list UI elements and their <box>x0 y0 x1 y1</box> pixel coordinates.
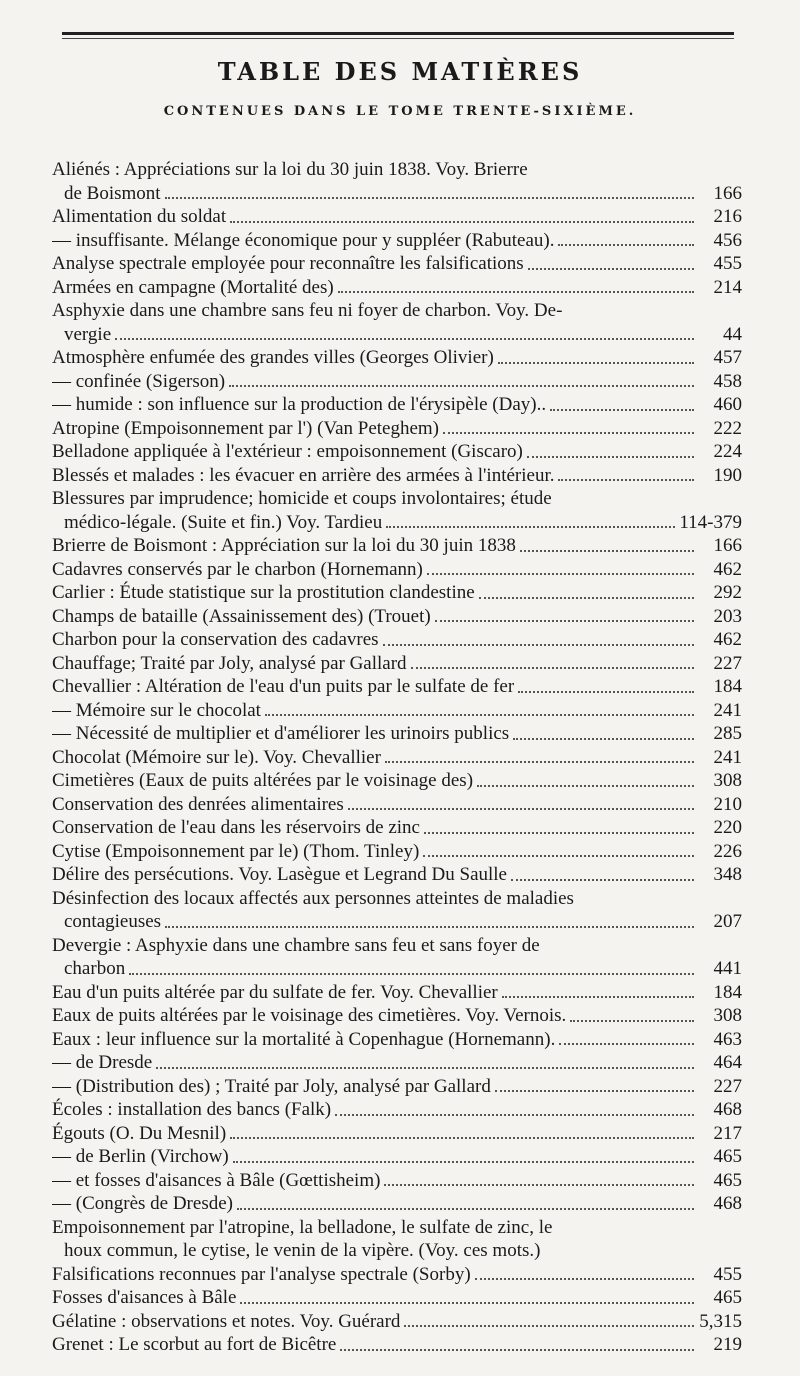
index-line <box>52 1310 742 1334</box>
leader-dots <box>498 362 694 364</box>
page-number: 465 <box>713 1169 742 1191</box>
leader-dots <box>265 714 694 716</box>
index-line <box>52 393 742 417</box>
entry-text: — confinée (Sigerson) <box>52 370 226 392</box>
page-number: 348 <box>713 864 742 885</box>
page-number: 44 <box>723 323 742 345</box>
index-line <box>52 628 742 652</box>
leader-dots <box>240 1302 694 1304</box>
entry-text: Blessés et malades : les évacuer en arrière des armées à l'intérieur. <box>52 464 555 486</box>
index-line <box>52 1051 742 1075</box>
page-number: 114-379 <box>679 511 742 533</box>
entry-text: Gélatine : observations et notes. Voy. Guérard <box>52 1310 401 1332</box>
leader-dots <box>229 385 694 387</box>
leader-dots <box>502 996 694 998</box>
leader-dots <box>558 244 694 246</box>
page-number: 220 <box>713 817 742 838</box>
index-line <box>52 158 742 182</box>
index-line <box>52 1263 742 1287</box>
entry-text: — de Dresde <box>52 1052 153 1073</box>
page-number: 216 <box>713 206 742 227</box>
leader-dots <box>570 1020 694 1022</box>
page-number: 464 <box>713 1052 742 1073</box>
index-line <box>52 205 742 229</box>
index-line <box>52 652 742 676</box>
entry-text: Atropine (Empoisonnement par l') (Van Peteghem) <box>52 417 440 439</box>
entry-text: Atmosphère enfumée des grandes villes (Georges Olivier) <box>52 347 494 368</box>
leader-dots <box>423 855 694 857</box>
page-number: 217 <box>713 1122 742 1144</box>
leader-dots <box>233 1161 694 1163</box>
index-line <box>52 910 742 934</box>
page-number: 458 <box>713 370 742 392</box>
index-line <box>52 276 742 300</box>
leader-dots <box>479 597 694 599</box>
page-number: 219 <box>713 1334 742 1355</box>
entry-text: Conservation des denrées alimentaires <box>52 793 344 815</box>
leader-dots <box>443 432 694 434</box>
leader-dots <box>404 1325 694 1327</box>
top-rule-thin <box>62 38 734 39</box>
index-line <box>52 440 742 464</box>
entry-text: Cytise (Empoisonnement par le) (Thom. Tinley) <box>52 840 420 862</box>
entry-text: Chocolat (Mémoire sur le). Voy. Chevallier <box>52 746 381 768</box>
page-number: 463 <box>713 1028 742 1050</box>
entry-text: Brierre de Boismont : Appréciation sur la loi du 30 juin 1838 <box>52 535 516 556</box>
entry-text: houx commun, le cytise, le venin de la vipère. (Voy. ces mots.) <box>64 1240 541 1261</box>
leader-dots <box>475 1278 694 1280</box>
index-line <box>52 1239 742 1263</box>
entry-text: Aliénés : Appréciations sur la loi du 30 juin 1838. Voy. Brierre <box>52 159 528 180</box>
entry-text: Carlier : Étude statistique sur la prostitution clandestine <box>52 582 475 603</box>
page-number: 308 <box>713 1005 742 1026</box>
entry-text: — et fosses d'aisances à Bâle (Gœttisheim) <box>52 1169 381 1191</box>
page-number: 465 <box>713 1287 742 1308</box>
page-number: 462 <box>713 629 742 650</box>
page-number: 214 <box>713 276 742 298</box>
leader-dots <box>427 573 694 575</box>
entry-text: Charbon pour la conservation des cadavres <box>52 629 379 650</box>
page-number: 227 <box>713 1075 742 1097</box>
leader-dots <box>411 667 694 669</box>
entry-text: Eau d'un puits altérée par du sulfate de fer. Voy. Chevallier <box>52 981 498 1003</box>
page-number: 184 <box>713 981 742 1003</box>
index-line <box>52 581 742 605</box>
entry-text: Cadavres conservés par le charbon (Hornemann) <box>52 558 423 580</box>
entry-text: Conservation de l'eau dans les réservoirs de zinc <box>52 817 420 838</box>
entry-text: charbon <box>64 958 126 979</box>
leader-dots <box>435 620 694 622</box>
page-number: 190 <box>713 464 742 486</box>
entry-text: Analyse spectrale employée pour reconnaître les falsifications <box>52 253 524 274</box>
index-line <box>52 605 742 629</box>
entry-text: Écoles : installation des bancs (Falk) <box>52 1099 332 1120</box>
index-line <box>52 746 742 770</box>
index-line <box>52 558 742 582</box>
leader-dots <box>520 550 694 552</box>
index-line <box>52 229 742 253</box>
index-line <box>52 1192 742 1216</box>
page-number: 456 <box>713 229 742 251</box>
page-number: 224 <box>713 441 742 462</box>
page-title: TABLE DES MATIÈRES <box>217 57 583 86</box>
leader-dots <box>129 973 694 975</box>
page-number: 166 <box>713 182 742 204</box>
index-line <box>52 863 742 887</box>
leader-dots <box>384 1184 694 1186</box>
page-number: 241 <box>713 746 742 768</box>
index-line <box>52 323 742 347</box>
page-number: 441 <box>713 958 742 979</box>
page-number: 457 <box>713 347 742 368</box>
entry-text: contagieuses <box>64 911 162 932</box>
leader-dots <box>528 268 694 270</box>
index-line <box>52 252 742 276</box>
index-line <box>52 934 742 958</box>
page-number: 166 <box>713 535 742 556</box>
page-number: 460 <box>713 394 742 415</box>
leader-dots <box>230 221 694 223</box>
entry-text: Chauffage; Traité par Joly, analysé par Gallard <box>52 652 407 674</box>
index-line <box>52 1028 742 1052</box>
index-line <box>52 182 742 206</box>
index-line <box>52 299 742 323</box>
index-line <box>52 1122 742 1146</box>
index-line <box>52 699 742 723</box>
entry-text: Belladone appliquée à l'extérieur : empoisonnement (Giscaro) <box>52 441 523 462</box>
entry-text: Fosses d'aisances à Bâle <box>52 1287 237 1308</box>
page-number: 184 <box>713 676 742 697</box>
leader-dots <box>115 338 694 340</box>
index-line <box>52 1145 742 1169</box>
page-number: 5,315 <box>699 1310 742 1332</box>
index-line <box>52 957 742 981</box>
leader-dots <box>386 526 675 528</box>
index-line <box>52 1216 742 1240</box>
entry-text: Cimetières (Eaux de puits altérées par le voisinage des) <box>52 770 474 791</box>
leader-dots <box>495 1090 694 1092</box>
page-number: 285 <box>713 723 742 744</box>
page-number: 455 <box>713 1263 742 1285</box>
entry-text: médico-légale. (Suite et fin.) Voy. Tardieu <box>64 511 383 533</box>
leader-dots <box>385 761 694 763</box>
index-line <box>52 1075 742 1099</box>
index-line <box>52 464 742 488</box>
index-line <box>52 793 742 817</box>
leader-dots <box>477 785 694 787</box>
page-number: 207 <box>713 911 742 932</box>
index-line <box>52 769 742 793</box>
index-line <box>52 1333 742 1357</box>
index-line <box>52 722 742 746</box>
entry-text: — humide : son influence sur la production de l'érysipèle (Day).. <box>52 394 547 415</box>
entry-text: — insuffisante. Mélange économique pour y suppléer (Rabuteau). <box>52 229 555 251</box>
index-line <box>52 675 742 699</box>
page-number: 210 <box>713 793 742 815</box>
page-number: 292 <box>713 582 742 603</box>
index-line <box>52 840 742 864</box>
index-line <box>52 417 742 441</box>
leader-dots <box>237 1208 694 1210</box>
leader-dots <box>527 456 694 458</box>
page-number: 468 <box>713 1193 742 1214</box>
entry-text: Asphyxie dans une chambre sans feu ni foyer de charbon. Voy. De- <box>52 300 563 321</box>
index-line <box>52 1098 742 1122</box>
page-number: 226 <box>713 840 742 862</box>
top-rule <box>62 32 734 35</box>
entry-text: — (Congrès de Dresde) <box>52 1193 233 1214</box>
page-number: 222 <box>713 417 742 439</box>
entry-text: de Boismont <box>64 182 161 204</box>
index-line <box>52 1286 742 1310</box>
entry-text: — de Berlin (Virchow) <box>52 1146 229 1167</box>
leader-dots <box>424 832 694 834</box>
entry-text: Désinfection des locaux affectés aux personnes atteintes de maladies <box>52 887 574 909</box>
entry-text: — Nécessité de multiplier et d'améliorer les urinoirs publics <box>52 723 510 744</box>
index-line <box>52 346 742 370</box>
entry-text: Empoisonnement par l'atropine, la belladone, le sulfate de zinc, le <box>52 1216 553 1238</box>
page-number: 462 <box>713 558 742 580</box>
entry-text: Alimentation du soldat <box>52 206 227 227</box>
index-line <box>52 1169 742 1193</box>
index-line <box>52 511 742 535</box>
leader-dots <box>348 808 694 810</box>
leader-dots <box>383 644 694 646</box>
entry-text: — (Distribution des) ; Traité par Joly, analysé par Gallard <box>52 1075 491 1097</box>
entry-text: Eaux : leur influence sur la mortalité à Copenhague (Hornemann). <box>52 1028 556 1050</box>
entry-text: — Mémoire sur le chocolat <box>52 699 261 721</box>
index-line <box>52 487 742 511</box>
page-number: 241 <box>713 699 742 721</box>
leader-dots <box>165 926 694 928</box>
page-number: 203 <box>713 605 742 627</box>
page-subtitle: CONTENUES DANS LE TOME TRENTE-SIXIÈME. <box>163 104 637 119</box>
index-line <box>52 1004 742 1028</box>
page-number: 308 <box>713 770 742 791</box>
leader-dots <box>513 738 694 740</box>
entry-text: Égouts (O. Du Mesnil) <box>52 1122 227 1144</box>
leader-dots <box>511 879 694 881</box>
page-number: 227 <box>713 652 742 674</box>
leader-dots <box>559 1043 694 1045</box>
leader-dots <box>230 1137 694 1139</box>
index-line <box>52 370 742 394</box>
entry-text: Délire des persécutions. Voy. Lasègue et Legrand Du Saulle <box>52 864 507 885</box>
leader-dots <box>558 479 694 481</box>
leader-dots <box>340 1349 694 1351</box>
index-line <box>52 887 742 911</box>
entry-text: Falsifications reconnues par l'analyse spectrale (Sorby) <box>52 1263 471 1285</box>
leader-dots <box>550 409 694 411</box>
index-line <box>52 981 742 1005</box>
entry-text: Chevallier : Altération de l'eau d'un puits par le sulfate de fer <box>52 676 515 697</box>
entry-text: Devergie : Asphyxie dans une chambre sans feu et sans foyer de <box>52 934 540 956</box>
leader-dots <box>338 291 694 293</box>
entry-text: Champs de bataille (Assainissement des) (Trouet) <box>52 605 431 627</box>
page-number: 468 <box>713 1099 742 1120</box>
index-line <box>52 816 742 840</box>
entry-text: Armées en campagne (Mortalité des) <box>52 276 334 298</box>
leader-dots <box>335 1114 694 1116</box>
page-number: 455 <box>713 253 742 274</box>
page-number: 465 <box>713 1146 742 1167</box>
index-entries <box>52 158 742 1357</box>
entry-text: Grenet : Le scorbut au fort de Bicêtre <box>52 1334 337 1355</box>
leader-dots <box>165 197 694 199</box>
entry-text: Eaux de puits altérées par le voisinage des cimetières. Voy. Vernois. <box>52 1005 567 1026</box>
leader-dots <box>156 1067 694 1069</box>
entry-text: vergie <box>64 323 112 345</box>
entry-text: Blessures par imprudence; homicide et coups involontaires; étude <box>52 488 552 509</box>
index-line <box>52 534 742 558</box>
leader-dots <box>518 691 694 693</box>
